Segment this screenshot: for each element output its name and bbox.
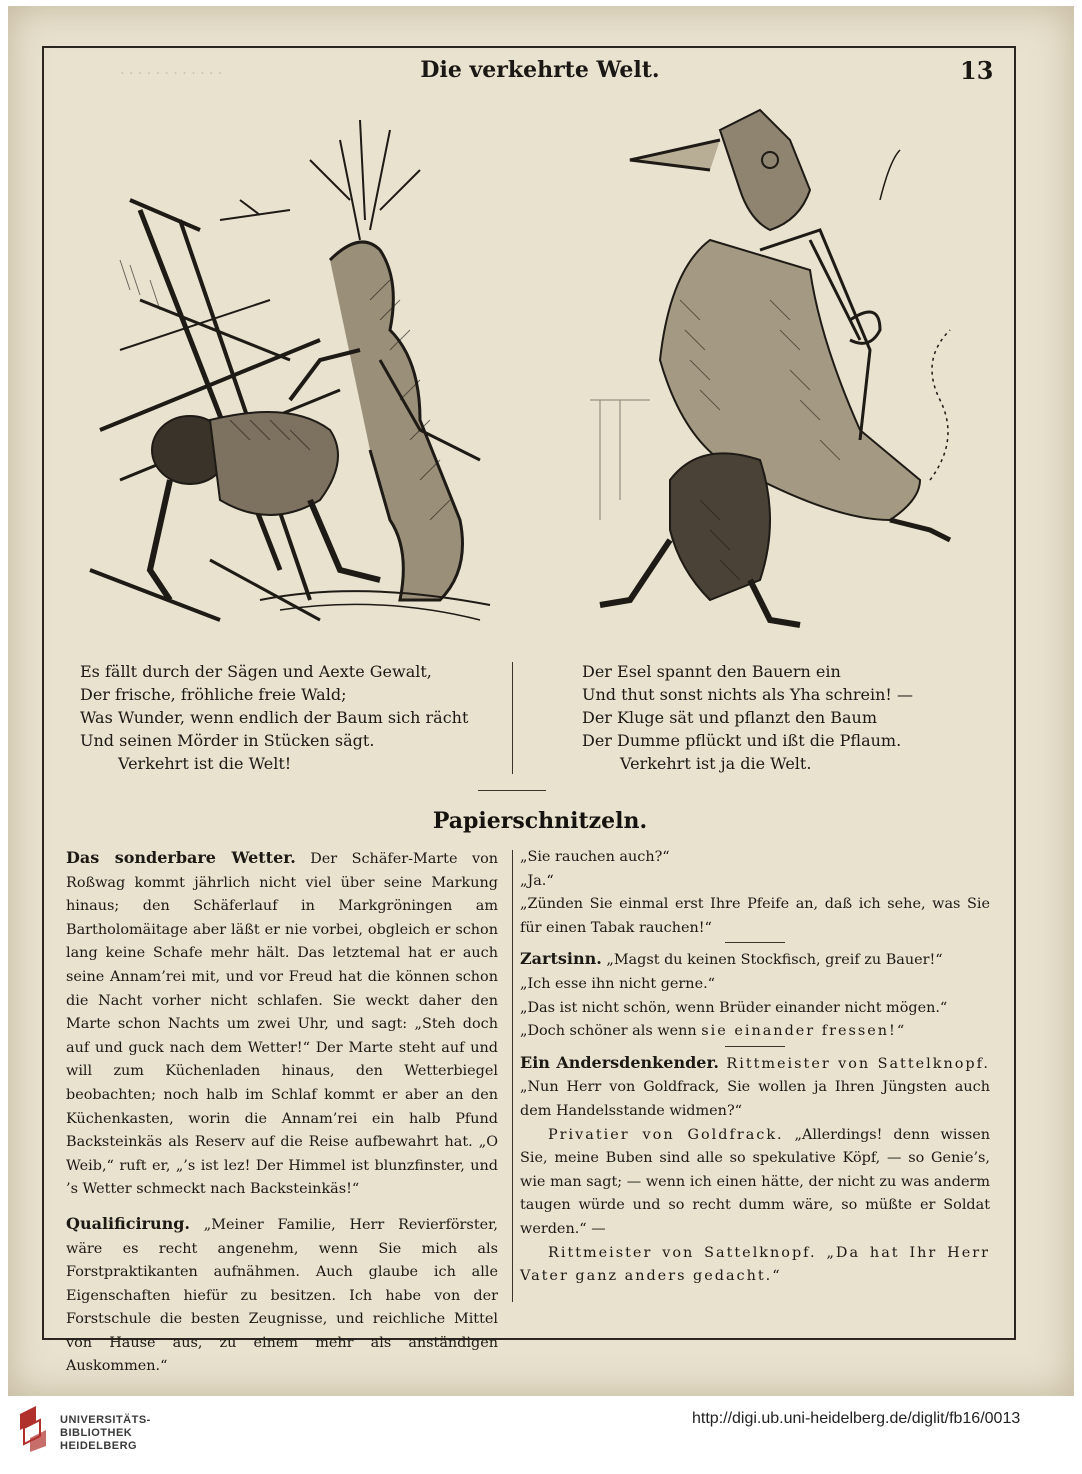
page-number: 13: [960, 56, 994, 85]
article-text: „Nun Herr von Goldfrack, Sie wollen ja Ihren Jüngsten auch dem Handelsstande widmen?“: [520, 1079, 990, 1119]
dialogue-line: „Ja.“: [520, 872, 554, 889]
library-name-line: HEIDELBERG: [60, 1440, 138, 1452]
column-divider: [512, 850, 513, 1302]
dialogue-line: „Sie rauchen auch?“: [520, 849, 670, 865]
article-rubric: Das sonderbare Wetter.: [66, 848, 296, 867]
article-rubric: Ein Andersdenkender.: [520, 1052, 719, 1072]
emphasized-text: sie einander fressen!: [701, 1023, 897, 1040]
library-name: [60, 1414, 151, 1453]
verse-line: Der frische, fröhliche freie Wald;: [80, 685, 347, 704]
article-zartsinn: [520, 947, 990, 973]
speaker-name: Privatier von Goldfrack.: [548, 1126, 784, 1143]
dialogue-line: „Ich esse ihn nicht gerne.“: [520, 975, 716, 992]
article-andersdenkender: [520, 1051, 990, 1124]
verse-line: Der Kluge sät und pflanzt den Baum: [582, 708, 877, 727]
source-url[interactable]: http://digi.ub.uni-heidelberg.de/diglit/fb16/0013: [692, 1410, 1021, 1427]
verse-line: Und thut sonst nichts als Yha schrein! —: [582, 685, 913, 704]
article-text: „Magst du keinen Stockfisch, greif zu Bauer!“: [601, 952, 943, 969]
donkey-riding-farmer-illustration: [560, 100, 1000, 645]
right-column: [520, 846, 990, 1289]
dialogue-text: „Doch schöner als wenn: [520, 1023, 702, 1040]
dialogue-paragraph: [520, 1124, 990, 1242]
separator-rule: [725, 942, 785, 943]
article-wetter: [66, 846, 498, 1202]
dialogue-paragraph: [520, 1242, 990, 1289]
article-rubric: Zartsinn.: [520, 949, 602, 969]
dialogue-line: „Zünden Sie einmal erst Ihre Pfeife an, daß ich sehe, was Sie für einen Tabak rauchen!“: [520, 896, 990, 936]
verse-line: Der Dumme pflückt und ißt die Pflaum.: [582, 731, 902, 750]
library-name-line: BIBLIOTHEK: [60, 1427, 133, 1439]
verse-line: Es fällt durch der Sägen und Aexte Gewalt,: [80, 662, 432, 681]
verse-line: Und seinen Mörder in Stücken sägt.: [80, 731, 375, 750]
article-text: „Meiner Familie, Herr Revierförster, wäre es recht angenehm, wenn Sie mich als Forstpraktikanten aufnähmen. Auch glaube ich alle Eigenschaften hiefür zu besitzen. Ich habe von der Forstschule die besten Zeugnisse, und reichliche Mittel von Hause aus, zu einem mehr als anständigen Auskommen.“: [66, 1216, 498, 1375]
section-title: Papierschnitzeln.: [432, 808, 648, 834]
library-logo-icon: [14, 1404, 52, 1452]
bleed-through-text: . . . . . . . . . . . .: [120, 62, 223, 78]
dialogue-text: “: [896, 1023, 905, 1040]
page-title: Die verkehrte Welt.: [420, 57, 660, 83]
dialogue-line: „Das ist nicht schön, wenn Brüder einander nicht mögen.“: [520, 999, 948, 1016]
section-rule: [478, 790, 546, 791]
footer-bar: [0, 1396, 1082, 1474]
article-rubric: Qualificirung.: [66, 1213, 190, 1233]
library-name-line: UNIVERSITÄTS-: [60, 1414, 151, 1426]
verse-refrain: Verkehrt ist die Welt!: [118, 754, 292, 773]
article-qualificirung: [66, 1212, 498, 1379]
separator-rule: [725, 1046, 785, 1047]
tree-sawing-man-illustration: [60, 100, 510, 645]
article-text: „Da hat Ihr Herr Vater ganz anders gedacht.“: [520, 1244, 990, 1285]
verse-line: Was Wunder, wenn endlich der Baum sich rächt: [80, 708, 469, 727]
verse-right: [582, 660, 913, 775]
column-divider: [512, 662, 513, 774]
verse-refrain: Verkehrt ist ja die Welt.: [620, 754, 812, 773]
left-column: [66, 846, 498, 1379]
verse-line: Der Esel spannt den Bauern ein: [582, 662, 841, 681]
article-text: „Allerdings! denn wissen Sie, meine Buben sind alle so spekulative Köpf, — so Genie’s, wie man sagt; — wenn ich einen hätte, der nicht zu was anderm taugen würde und so recht dumm wäre, so müßte er Soldat werden.“ —: [520, 1126, 990, 1237]
dialogue-line: [520, 1020, 990, 1044]
article-text: Der Schäfer-Marte von Roßwag kommt jährlich nicht viel über seine Markung hinaus; den Schäferlauf in Markgröningen am Bartholomäitage aber läßt er nie vorbei, obgleich er schon lang keine Schafe mehr hält. Das letztemal hat er auch seine Annam’rei mit, und vor Freud hat die können schon die Nacht vorher nicht schlafen. Sie weckt daher den Marte schon Nachts um zwei Uhr, und sagt: „Steh doch auf und guck nach dem Wetter!“ Der Marte steht auf und will zum Küchenladen hinaus, den Wetterbiegel beobachten; noch halb im Schlaf kommt er aber an den Küchenkasten, worin die Annam’rei ein halb Pfund Backsteinkäs als Reserv auf die Reise aufbewahrt hat. „O Weib,“ ruft er, „’s ist lez! Der Himmel ist blunzfinster, und ’s Wetter schmeckt nach Backsteinkäs!“: [66, 851, 499, 1198]
speaker-name: Rittmeister von Sattelknopf.: [718, 1055, 990, 1072]
speaker-name: Rittmeister von Sattelknopf.: [548, 1244, 817, 1261]
verse-left: [80, 660, 468, 775]
